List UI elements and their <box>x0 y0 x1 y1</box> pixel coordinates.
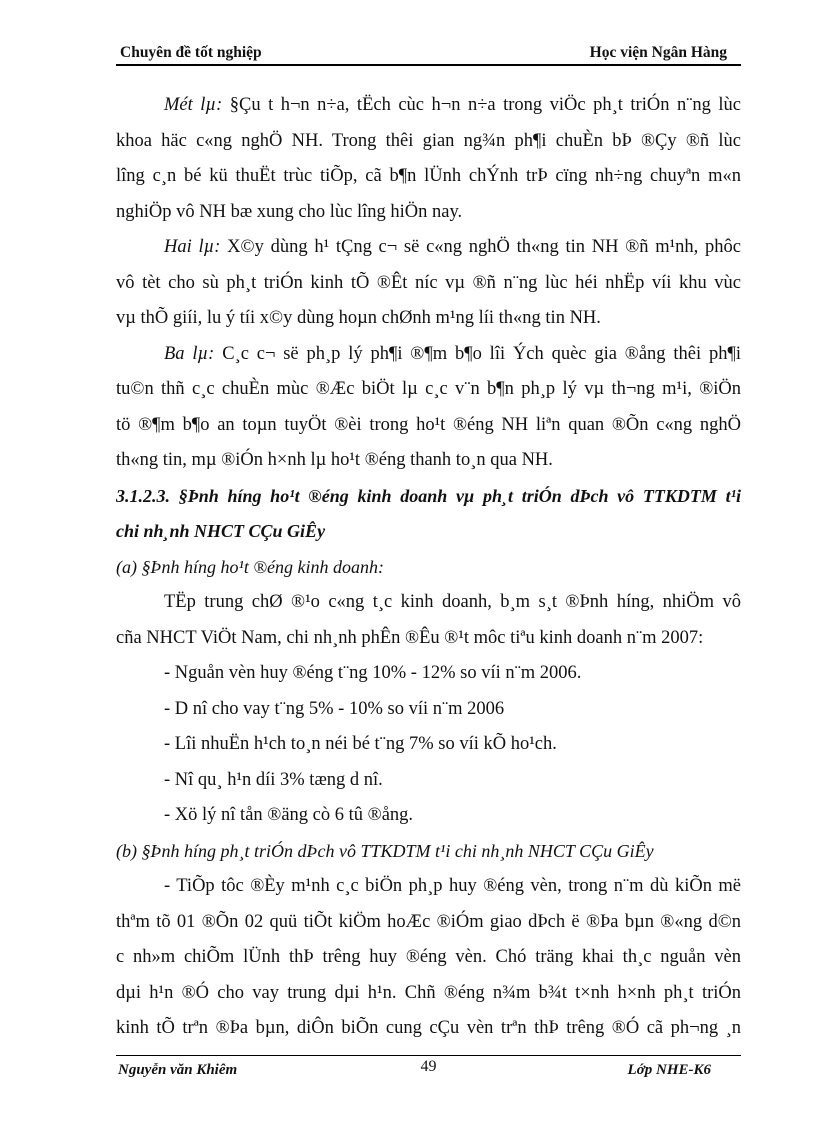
page-footer <box>116 1055 741 1082</box>
header-doc-title: Chuyên đề tốt nghiệp <box>120 44 262 61</box>
bullet-item: - D nî cho vay t¨ng 5% - 10% so víi n¨m 2006 <box>164 698 505 719</box>
paragraph-2-line-1 <box>116 230 741 266</box>
section-heading-line-2: chi nh¸nh NHCT CÇu GiÊy <box>116 521 326 541</box>
paragraph-5-line-5: kinh tÕ trªn ®Þa bµn, diÔn biÕn cung cÇu vèn trªn thÞ trêng ®Ó cã ph¬ng ¸n <box>116 1018 741 1038</box>
paragraph-4-line-2: cña NHCT ViÖt Nam, chi nh¸nh phÊn ®Êu ®¹t môc tiªu kinh doanh n¨m 2007: <box>116 627 704 648</box>
bullet-item: - Lîi nhuËn h¹ch to¸n néi bé t¨ng 7% so víi kÕ ho¹ch. <box>164 734 557 754</box>
paragraph-3-line-3: tö ®¶m b¶o an toµn tuyÖt ®èi trong ho¹t ®éng NH liªn quan ®Õn c«ng nghÖ <box>116 414 741 435</box>
paragraph-3-label: Ba lµ: <box>164 343 215 364</box>
paragraph-3-text: C¸c c¬ së ph¸p lý ph¶i ®¶m b¶o lîi Ých quèc gia ®ång thêi ph¶i <box>214 343 741 364</box>
paragraph-5-line-1: - TiÕp tôc ®Èy m¹nh c¸c biÖn ph¸p huy ®éng vèn, trong n¨m dù kiÕn më <box>164 876 741 896</box>
bullet-item: - Nî qu¸ h¹n díi 3% tæng d nî. <box>164 769 383 790</box>
paragraph-2-line-3: vµ thÕ giíi, lu ý tíi x©y dùng hoµn chØnh m¹ng líi th«ng tin NH. <box>116 308 601 328</box>
paragraph-5-line-2: thªm tõ 01 ®Õn 02 quü tiÕt kiÖm hoÆc ®iÓm giao dÞch ë ®Þa bµn ®«ng d©n <box>116 911 741 932</box>
paragraph-2-line-2: vô tèt cho sù ph¸t triÓn kinh tÕ ®Êt níc vµ ®ñ n¨ng lùc héi nhËp víi khu vùc <box>116 272 741 293</box>
document-body <box>116 88 741 1047</box>
bullet-item: - Xö lý nî tån ®äng cò 6 tû ®ång. <box>164 805 414 825</box>
paragraph-1-text: §Çu t h¬n n÷a, tËch cùc h¬n n÷a trong viÖc ph¸t triÓn n¨ng lùc <box>222 95 741 115</box>
paragraph-3-line-1 <box>116 337 741 373</box>
paragraph-3-line-4: th«ng tin, mµ ®iÓn h×nh lµ ho¹t ®éng thanh to¸n qua NH. <box>116 450 553 470</box>
paragraph-1-label: Mét lµ: <box>164 95 223 115</box>
paragraph-2-text: X©y dùng h¹ tÇng c¬ së c«ng nghÖ th«ng tin NH ®ñ m¹nh, phôc <box>220 237 741 257</box>
bullet-item: - Nguån vèn huy ®éng t¨ng 10% - 12% so víi n¨m 2006. <box>164 663 582 683</box>
page-number: 49 <box>420 1058 437 1075</box>
paragraph-2-label: Hai lµ: <box>164 237 221 257</box>
paragraph-3-line-2: tu©n thñ c¸c chuÈn mùc ®Æc biÖt lµ c¸c v¨n b¶n ph¸p lý vµ th¬ng m¹i, ®iÖn <box>116 379 741 399</box>
subheading-b: (b) §Þnh híng ph¸t triÓn dÞch vô TTKDTM t¹i chi nh¸nh NHCT CÇu GiÊy <box>116 840 654 861</box>
paragraph-5-line-3: c nh»m chiÕm lÜnh thÞ trêng huy ®éng vèn. Chó träng khai th¸c nguån vèn <box>116 947 741 967</box>
paragraph-1-line-2: khoa häc c«ng nghÖ NH. Trong thêi gian ng¾n ph¶i chuÈn bÞ ®Çy ®ñ lùc <box>116 130 741 151</box>
paragraph-4-line-1: TËp trung chØ ®¹o c«ng t¸c kinh doanh, b¸m s¸t ®Þnh híng, nhiÖm vô <box>164 592 741 612</box>
page-header <box>116 40 741 66</box>
paragraph-1-line-1 <box>116 88 741 124</box>
paragraph-1-line-3: lîng c¸n bé kü thuËt trùc tiÕp, cã b¶n lÜnh chÝnh trÞ cïng nh÷ng chuyªn m«n <box>116 166 741 186</box>
header-institution: Học viện Ngân Hàng <box>589 44 727 61</box>
footer-class: Lớp NHE-K6 <box>627 1062 711 1078</box>
paragraph-5-line-4: dµi h¹n ®Ó cho vay trung dµi h¹n. Chñ ®éng n¾m b¾t t×nh h×nh ph¸t triÓn <box>116 982 741 1003</box>
subheading-a: (a) §Þnh híng ho¹t ®éng kinh doanh: <box>116 556 385 577</box>
footer-author: Nguyễn văn Khiêm <box>118 1062 238 1078</box>
section-heading-line-1: 3.1.2.3. §Þnh híng ho¹t ®éng kinh doanh vµ ph¸t triÓn dÞch vô TTKDTM t¹i <box>116 485 741 506</box>
paragraph-1-line-4: nghiÖp vô NH bæ xung cho lùc lîng hiÖn nay. <box>116 201 463 222</box>
